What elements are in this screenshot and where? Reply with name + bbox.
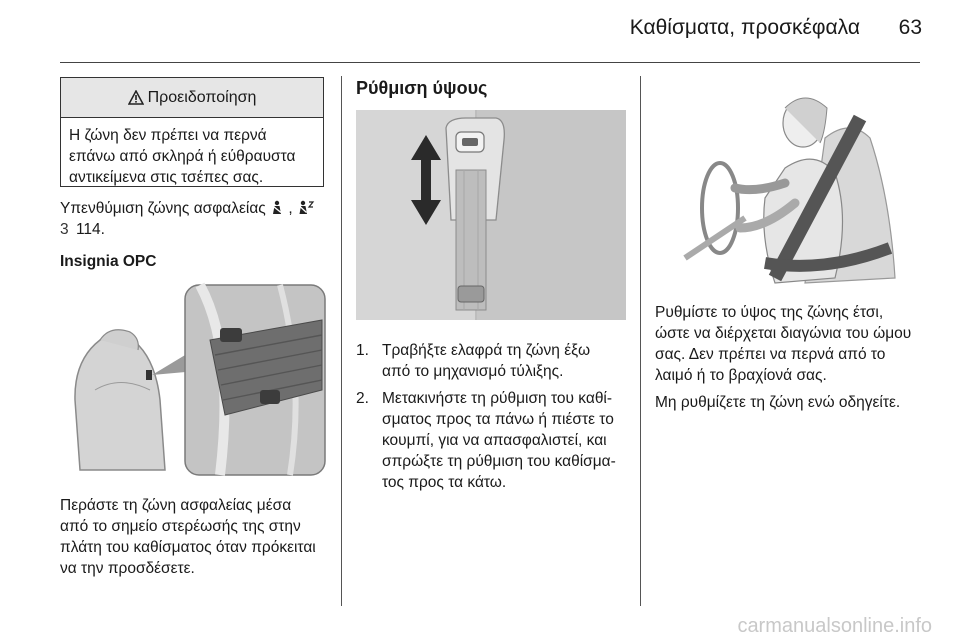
reminder-separator: , bbox=[288, 200, 293, 217]
opc-heading: Insignia OPC bbox=[60, 253, 157, 270]
driving-caution-paragraph: Μη ρυθμίζετε τη ζώνη ενώ οδηγείτε. bbox=[655, 394, 901, 411]
adjustment-steps bbox=[356, 340, 628, 499]
opc-seat-illustration bbox=[60, 280, 330, 480]
opc-instructions bbox=[60, 495, 335, 579]
warning-box bbox=[60, 77, 324, 187]
guidance-line: Ρυθμίστε το ύψος της ζώνης έτσι, bbox=[655, 304, 884, 321]
step-line: σματος προς τα πάνω ή πιέστε το bbox=[382, 411, 614, 428]
guidance-line: ώστε να διέρχεται διαγώνια του ώμου bbox=[655, 325, 912, 342]
step-line: Τραβήξτε ελαφρά τη ζώνη έξω bbox=[382, 342, 591, 359]
reminder-paragraph bbox=[60, 198, 335, 240]
warning-title: Προειδοποίηση bbox=[147, 88, 257, 106]
section-title-height-adjust: Ρύθμιση ύψους bbox=[356, 78, 488, 98]
column-divider-left bbox=[341, 76, 342, 606]
step-number: 2. bbox=[356, 390, 369, 407]
warning-text bbox=[61, 118, 323, 188]
opc-line: από το σημείο στερέωσής της στην bbox=[60, 518, 301, 535]
height-guidance-paragraph bbox=[655, 302, 925, 386]
page-reference-arrow: 3 bbox=[60, 221, 69, 238]
driver-belt-illustration bbox=[655, 78, 920, 288]
step-line: Μετακινήστε τη ρύθμιση του καθί- bbox=[382, 390, 613, 407]
step-line: από το μηχανισμό τύλιξης. bbox=[382, 363, 564, 380]
column-divider-right bbox=[640, 76, 641, 606]
step-line: σπρώξτε τη ρύθμιση του καθίσμα- bbox=[382, 453, 616, 470]
page-number: 63 bbox=[898, 16, 922, 39]
seatbelt-warning-icon bbox=[270, 200, 288, 217]
page-header-title: Καθίσματα, προσκέφαλα bbox=[629, 16, 860, 39]
page-reference: 114. bbox=[75, 221, 105, 238]
header-rule bbox=[60, 62, 920, 63]
opc-line: πλάτη του καθίσματος όταν πρόκειται bbox=[60, 539, 316, 556]
belt-height-illustration bbox=[356, 110, 626, 320]
step-line: τος προς τα κάτω. bbox=[382, 474, 507, 491]
guidance-line: σας. Δεν πρέπει να περνά από το bbox=[655, 346, 886, 363]
step-item bbox=[356, 340, 628, 382]
guidance-line: λαιμό ή το βραχίονά σας. bbox=[655, 367, 827, 384]
warning-line: αντικείμενα στις τσέπες σας. bbox=[69, 169, 264, 186]
opc-line: να την προσδέσετε. bbox=[60, 560, 195, 577]
warning-triangle-icon bbox=[128, 90, 144, 105]
warning-line: επάνω από σκληρά ή εύθραυστα bbox=[69, 148, 296, 165]
step-number: 1. bbox=[356, 342, 369, 359]
step-item bbox=[356, 388, 628, 493]
reminder-text: Υπενθύμιση ζώνης ασφαλείας bbox=[60, 200, 266, 217]
warning-line: Η ζώνη δεν πρέπει να περνά bbox=[69, 127, 267, 144]
step-line: κουμπί, για να απασφαλιστεί, και bbox=[382, 432, 607, 449]
opc-line: Περάστε τη ζώνη ασφαλείας μέσα bbox=[60, 497, 292, 514]
warning-header bbox=[61, 78, 323, 118]
watermark: carmanualsonline.info bbox=[737, 615, 932, 637]
rear-seatbelt-icon bbox=[297, 200, 315, 217]
